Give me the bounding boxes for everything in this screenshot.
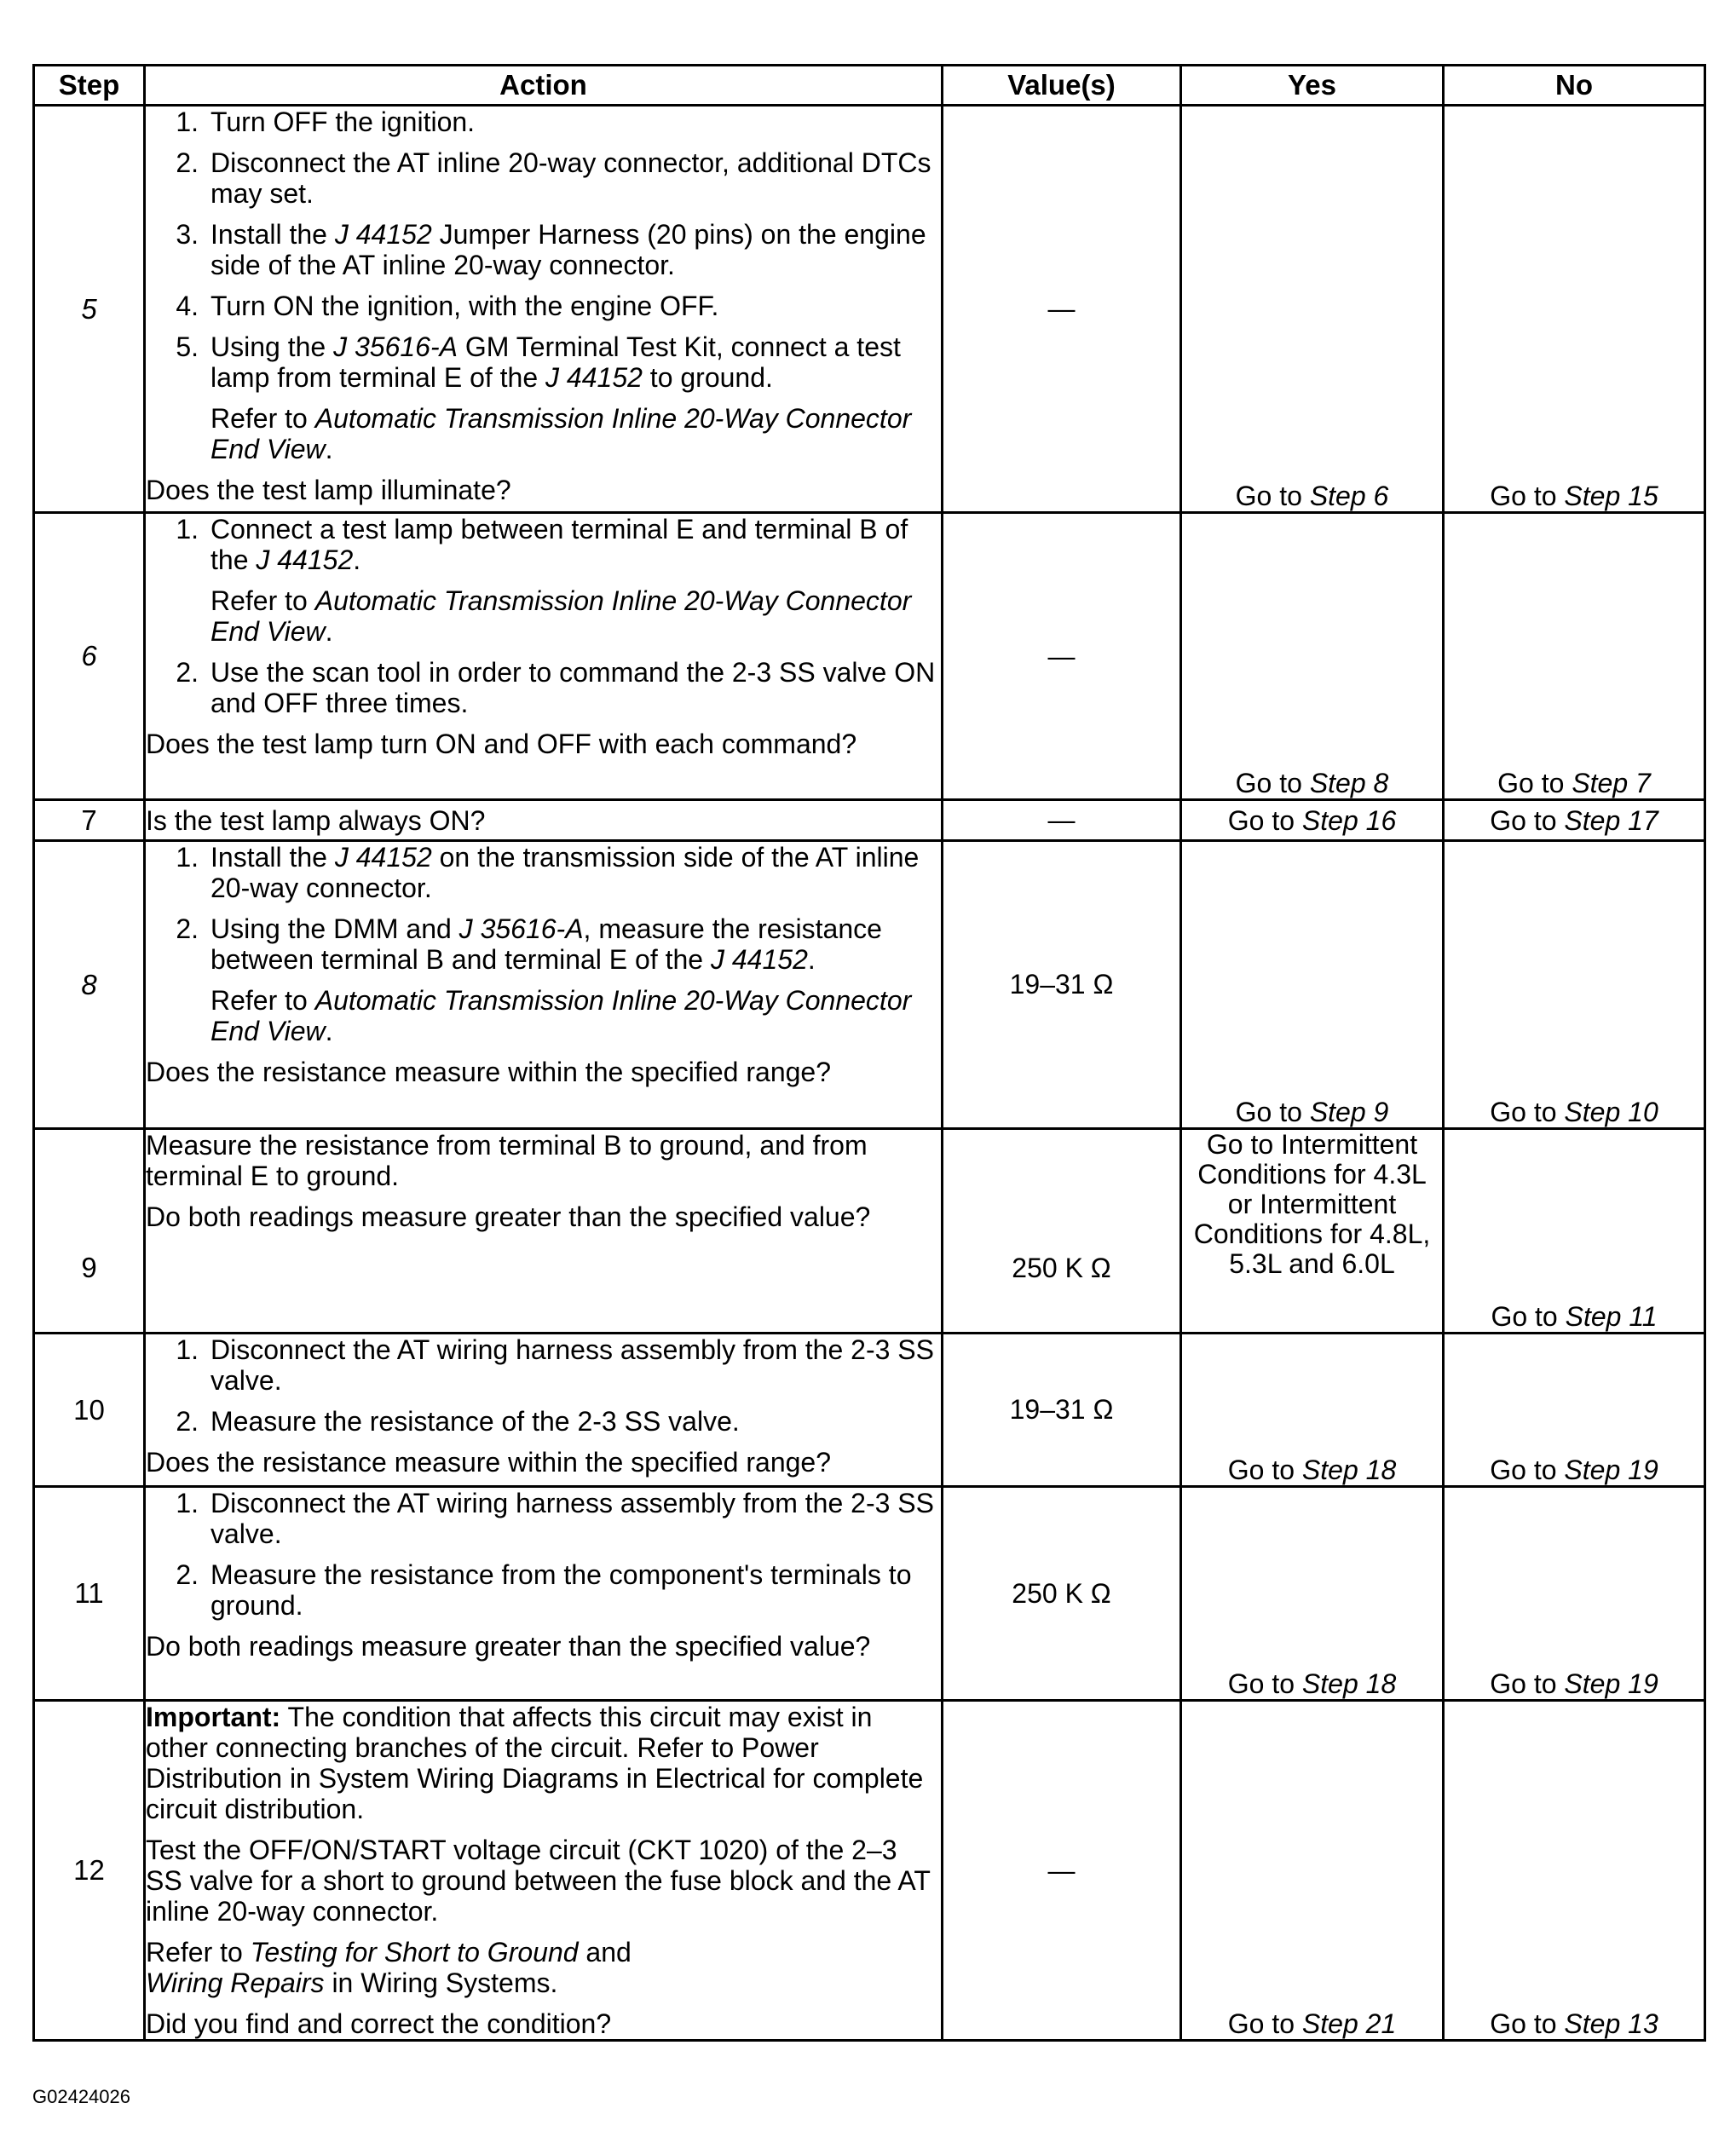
step-link: Step 8 [1309, 768, 1389, 798]
step-number: 9 [34, 1129, 145, 1334]
reference-link[interactable]: Automatic Transmission Inline 20-Way Connector End View [211, 985, 912, 1046]
step-link: Step 9 [1309, 1097, 1389, 1127]
refer-note: Refer to Automatic Transmission Inline 20-Way Connector End View. [211, 985, 912, 1046]
step-number: 6 [34, 513, 145, 800]
diagnostic-table [32, 64, 1706, 2042]
list-item: 4. Turn ON the ignition, with the engine OFF. [176, 291, 719, 321]
step-link: Step 18 [1301, 1455, 1397, 1485]
value-cell: 19–31 Ω [943, 841, 1181, 1129]
value-cell: 250 K Ω [943, 1129, 1181, 1334]
value-cell: — [943, 1701, 1181, 2041]
value-cell: 19–31 Ω [943, 1334, 1181, 1487]
action-cell [145, 800, 943, 841]
question-text: Does the resistance measure within the specified range? [146, 1057, 831, 1087]
yes-cell[interactable]: Go to Step 6 [1181, 106, 1444, 513]
no-cell[interactable]: Go to Step 17 [1444, 800, 1705, 841]
table-row [34, 1334, 1705, 1487]
table-row [34, 106, 1705, 513]
list-item: 5. Using the J 35616-A GM Terminal Test Kit, connect a test lamp from terminal E of the J 44152 to ground. [176, 331, 901, 393]
list-item: 2. Use the scan tool in order to command the 2-3 SS valve ON and OFF three times. [176, 657, 936, 718]
tool-ref: J 44152 [256, 544, 354, 575]
yes-cell[interactable]: Go to Step 18 [1181, 1334, 1444, 1487]
table-row [34, 1487, 1705, 1701]
no-cell[interactable]: Go to Step 11 [1444, 1129, 1705, 1334]
question-text: Does the test lamp illuminate? [146, 475, 511, 505]
list-item: 1. Connect a test lamp between terminal E and terminal B of the J 44152. [176, 514, 908, 575]
action-cell [145, 1334, 943, 1487]
step-link: Step 15 [1564, 481, 1658, 511]
tool-ref: J 35616-A [333, 331, 458, 362]
list-item: 2. Using the DMM and J 35616-A, measure the resistance between terminal B and terminal E of the J 44152. [176, 913, 882, 975]
list-item: 3. Install the J 44152 Jumper Harness (20 pins) on the engine side of the AT inline 20-way connector. [176, 219, 926, 280]
step-link: Step 16 [1301, 804, 1397, 836]
action-cell [145, 1129, 943, 1334]
step-link: Step 19 [1564, 1455, 1658, 1485]
yes-cell[interactable]: Go to Step 16 [1181, 800, 1444, 841]
no-cell[interactable]: Go to Step 19 [1444, 1334, 1705, 1487]
list-item: 2. Measure the resistance from the component's terminals to ground. [176, 1559, 912, 1621]
list-item: 1. Turn OFF the ignition. [176, 107, 476, 137]
no-cell[interactable]: Go to Step 10 [1444, 841, 1705, 1129]
step-link: Step 11 [1565, 1301, 1658, 1332]
reference-link[interactable]: Automatic Transmission Inline 20-Way Connector End View [211, 403, 912, 464]
table-row [34, 800, 1705, 841]
header-no: No [1444, 66, 1705, 106]
question-text: Do both readings measure greater than the specified value? [146, 1631, 871, 1662]
instruction-text: Measure the resistance from terminal B to ground, and from terminal E to ground. [146, 1130, 868, 1191]
list-item: 1. Disconnect the AT wiring harness assembly from the 2-3 SS valve. [176, 1334, 934, 1396]
header-values: Value(s) [943, 66, 1181, 106]
table-row [34, 841, 1705, 1129]
reference-link[interactable]: Wiring Repairs [146, 1968, 325, 1998]
figure-id: G02424026 [32, 2086, 130, 2107]
list-item: 2. Measure the resistance of the 2-3 SS valve. [176, 1406, 740, 1437]
action-cell [145, 513, 943, 800]
step-link: Step 7 [1572, 768, 1651, 798]
step-number: 10 [34, 1334, 145, 1487]
reference-link[interactable]: Testing for Short to Ground [250, 1937, 579, 1968]
header-yes: Yes [1181, 66, 1444, 106]
intermittent-link: Go to Intermittent Conditions for 4.3L or Intermittent Conditions for 4.8L, 5.3L and 6.0L [1193, 1129, 1431, 1279]
table-row [34, 1129, 1705, 1334]
step-number: 11 [34, 1487, 145, 1701]
header-step: Step [34, 66, 145, 106]
action-cell [145, 106, 943, 513]
step-link: Step 10 [1564, 1097, 1658, 1127]
list-item: 2. Disconnect the AT inline 20-way connector, additional DTCs may set. [176, 147, 931, 209]
no-cell[interactable]: Go to Step 19 [1444, 1487, 1705, 1701]
step-link: Step 21 [1301, 2008, 1397, 2039]
step-number: 5 [34, 106, 145, 513]
no-cell[interactable]: Go to Step 13 [1444, 1701, 1705, 2041]
step-number: 12 [34, 1701, 145, 2041]
value-cell: 250 K Ω [943, 1487, 1181, 1701]
question-text: Do both readings measure greater than the specified value? [146, 1201, 871, 1232]
question-text: Is the test lamp always ON? [146, 804, 486, 836]
list-item: 1. Disconnect the AT wiring harness assembly from the 2-3 SS valve. [176, 1488, 934, 1549]
question-text: Does the test lamp turn ON and OFF with each command? [146, 729, 857, 759]
yes-cell[interactable]: Go to Step 21 [1181, 1701, 1444, 2041]
table-row [34, 513, 1705, 800]
refer-note: Refer to Testing for Short to Ground and Wiring Repairs in Wiring Systems. [146, 1937, 632, 1998]
step-link: Step 17 [1564, 804, 1658, 836]
action-cell [145, 841, 943, 1129]
step-number: 8 [34, 841, 145, 1129]
header-action: Action [145, 66, 943, 106]
step-link: Step 18 [1301, 1668, 1397, 1699]
tool-ref: J 44152 [710, 944, 808, 975]
yes-cell[interactable] [1181, 1129, 1444, 1334]
value-cell: — [943, 106, 1181, 513]
tool-ref: J 44152 [545, 362, 643, 393]
refer-note: Refer to Automatic Transmission Inline 20-Way Connector End View. [211, 403, 912, 464]
table-row [34, 1701, 1705, 2041]
step-number: 7 [34, 800, 145, 841]
question-text: Did you find and correct the condition? [146, 2008, 612, 2039]
reference-link[interactable]: Automatic Transmission Inline 20-Way Connector End View [211, 585, 912, 647]
yes-cell[interactable]: Go to Step 8 [1181, 513, 1444, 800]
step-link: Step 13 [1564, 2008, 1658, 2039]
value-cell: — [943, 800, 1181, 841]
yes-cell[interactable]: Go to Step 18 [1181, 1487, 1444, 1701]
question-text: Does the resistance measure within the specified range? [146, 1447, 831, 1478]
header-row [34, 66, 1705, 106]
no-cell[interactable]: Go to Step 15 [1444, 106, 1705, 513]
no-cell[interactable]: Go to Step 7 [1444, 513, 1705, 800]
instruction-text: Test the OFF/ON/START voltage circuit (CKT 1020) of the 2–3 SS valve for a short to ground between the fuse block and the AT inline 20-way connector. [146, 1835, 931, 1927]
tool-ref: J 44152 [334, 219, 432, 250]
important-note: Important: The condition that affects this circuit may exist in other connecting branches of the circuit. Refer to Power Distribution in System Wiring Diagrams in Electrical for complete circuit distribution. [146, 1702, 924, 1824]
action-cell [145, 1701, 943, 2041]
refer-note: Refer to Automatic Transmission Inline 20-Way Connector End View. [211, 585, 912, 647]
list-item: 1. Install the J 44152 on the transmission side of the AT inline 20-way connector. [176, 842, 920, 903]
value-cell: — [943, 513, 1181, 800]
tool-ref: J 44152 [334, 842, 432, 873]
yes-cell[interactable]: Go to Step 9 [1181, 841, 1444, 1129]
action-cell [145, 1487, 943, 1701]
step-link: Step 19 [1564, 1668, 1658, 1699]
step-link: Step 6 [1309, 481, 1389, 511]
tool-ref: J 35616-A [459, 913, 584, 944]
